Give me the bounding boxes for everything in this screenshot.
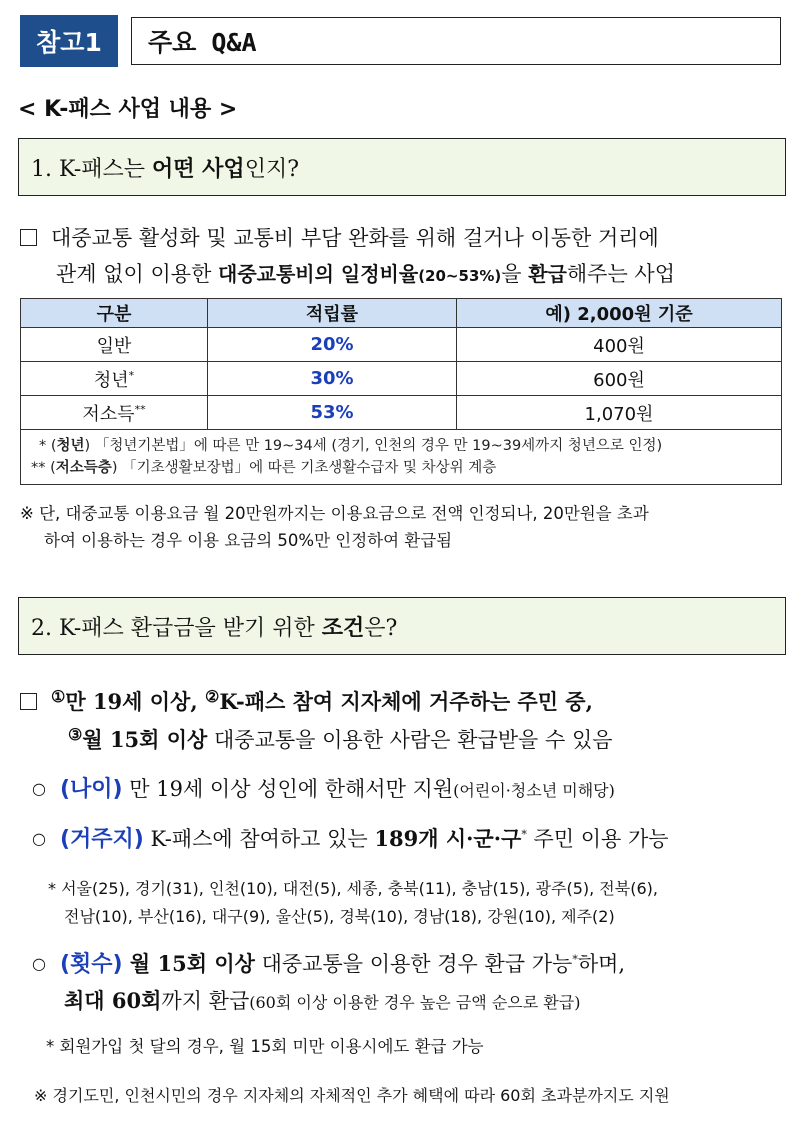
- answer-1-text-2b: 을: [501, 262, 529, 286]
- question-2-prefix: 2. K-패스 환급금을 받기 위한: [31, 615, 322, 641]
- checkbox-square-icon: [20, 229, 37, 246]
- section-tag: 참고1: [20, 15, 118, 67]
- bullet-count-keyword: 횟수: [70, 952, 113, 977]
- answer-1-rate-range: (20~53%): [418, 267, 502, 285]
- footnote-gyeonggi-incheon: ※ 경기도민, 인천시민의 경우 지자체의 자체적인 추가 혜택에 따라 60회 초과분까지도 지원: [34, 1086, 670, 1105]
- table-cell-rate: 30%: [208, 362, 457, 396]
- answer-1-text-2c: 해주는 사업: [566, 262, 675, 286]
- table-row: [21, 396, 782, 430]
- table-cell-rate: 53%: [208, 396, 457, 430]
- bullet-age-note: (어린이·청소년 미해당): [453, 781, 615, 800]
- table-notes-row: [21, 430, 782, 485]
- question-2: [18, 597, 786, 655]
- question-1-suffix: 인지?: [244, 156, 299, 182]
- page-title: 주요 Q&A: [131, 17, 781, 65]
- table-header-cell: 예) 2,000원 기준: [457, 299, 782, 328]
- footnote-first-month: * 회원가입 첫 달의 경우, 월 15회 미만 이용시에도 환급 가능: [46, 1037, 484, 1056]
- answer-1-line-2: [56, 258, 675, 288]
- question-1-bold: 어떤 사업: [152, 155, 245, 182]
- bullet-count: ○ (횟수) 월 15회 이상 대중교통을 이용한 경우 환급 가능*하며,: [32, 951, 626, 977]
- table-row: [21, 328, 782, 362]
- table-row: [21, 362, 782, 396]
- bullet-count-line-2: 최대 60회까지 환급(60회 이상 이용한 경우 높은 금액 순으로 환급): [64, 988, 581, 1013]
- bullet-residence-text: K-패스에 참여하고 있는: [143, 827, 375, 851]
- circle-bullet-icon: ○: [32, 954, 46, 973]
- bullet-residence: ○ (거주지) K-패스에 참여하고 있는 189개 시·군·구* 주민 이용 가능: [32, 826, 669, 852]
- table-notes: [21, 430, 782, 485]
- table-header-cell: 적립률: [208, 299, 457, 328]
- answer-1-line-1: [20, 222, 659, 252]
- answer-1-text-1: 대중교통 활성화 및 교통비 부담 완화를 위해 걸거나 이동한 거리에: [51, 226, 659, 250]
- table-cell-rate: 20%: [208, 328, 457, 362]
- section-title: < K-패스 사업 내용 >: [18, 97, 238, 122]
- answer-1-bold-refund: 환급: [528, 262, 567, 286]
- question-1: [18, 138, 786, 196]
- bullet-age: ○ (나이) 만 19세 이상 성인에 한해서만 지원(어린이·청소년 미해당): [32, 777, 615, 802]
- bullet-age-keyword: 나이: [70, 777, 113, 802]
- checkbox-square-icon: [20, 693, 37, 710]
- table-cell-example: 600원: [457, 362, 782, 396]
- table-cell-category: 청년*: [21, 362, 208, 396]
- question-2-bold: 조건: [321, 614, 365, 641]
- answer-2-line-1: ①만 19세 이상, ②K-패스 참여 지자체에 거주하는 주민 중,: [20, 686, 593, 716]
- bullet-residence-keyword: 거주지: [70, 827, 134, 852]
- footnote-1-line-2: 하여 이용하는 경우 이용 요금의 50%만 인정하여 환급됨: [44, 531, 453, 550]
- answer-1-text-2a: 관계 없이 이용한: [56, 262, 219, 286]
- table-note-low-income: ** (저소득층) 「기초생활보장법」에 따른 기초생활수급자 및 차상위 계층: [31, 460, 497, 476]
- circle-bullet-icon: ○: [32, 779, 46, 798]
- table-cell-example: 400원: [457, 328, 782, 362]
- table-note-youth: * (청년) 「청년기본법」에 따른 만 19~34세 (경기, 인천의 경우 만 19~39세까지 청년으로 인정): [39, 438, 663, 454]
- question-1-prefix: 1. K-패스는: [31, 156, 153, 182]
- footnote-1-line-1: ※ 단, 대중교통 이용요금 월 20만원까지는 이용요금으로 전액 인정되나, 20만원을 초과: [20, 504, 649, 523]
- question-2-suffix: 은?: [364, 615, 398, 641]
- table-header-cell: 구분: [21, 299, 208, 328]
- answer-2-line-2: ③월 15회 이상 대중교통을 이용한 사람은 환급받을 수 있음: [68, 725, 613, 752]
- circle-bullet-icon: ○: [32, 829, 46, 848]
- regions-line-1: * 서울(25), 경기(31), 인천(10), 대전(5), 세종, 충북(11), 충남(15), 광주(5), 전북(6),: [48, 879, 658, 898]
- bullet-residence-bold: 189개 시·군·구: [374, 826, 522, 851]
- answer-1-bold-rate: 대중교통비의 일정비율: [218, 262, 419, 286]
- table-cell-category: 저소득**: [21, 396, 208, 430]
- regions-line-2: 전남(10), 부산(16), 대구(9), 울산(5), 경북(10), 경남(18), 강원(10), 제주(2): [64, 907, 615, 926]
- bullet-age-text: 만 19세 이상 성인에 한해서만 지원: [122, 777, 454, 801]
- table-header-row: [21, 299, 782, 328]
- rate-table: [20, 298, 782, 485]
- table-cell-example: 1,070원: [457, 396, 782, 430]
- table-cell-category: 일반: [21, 328, 208, 362]
